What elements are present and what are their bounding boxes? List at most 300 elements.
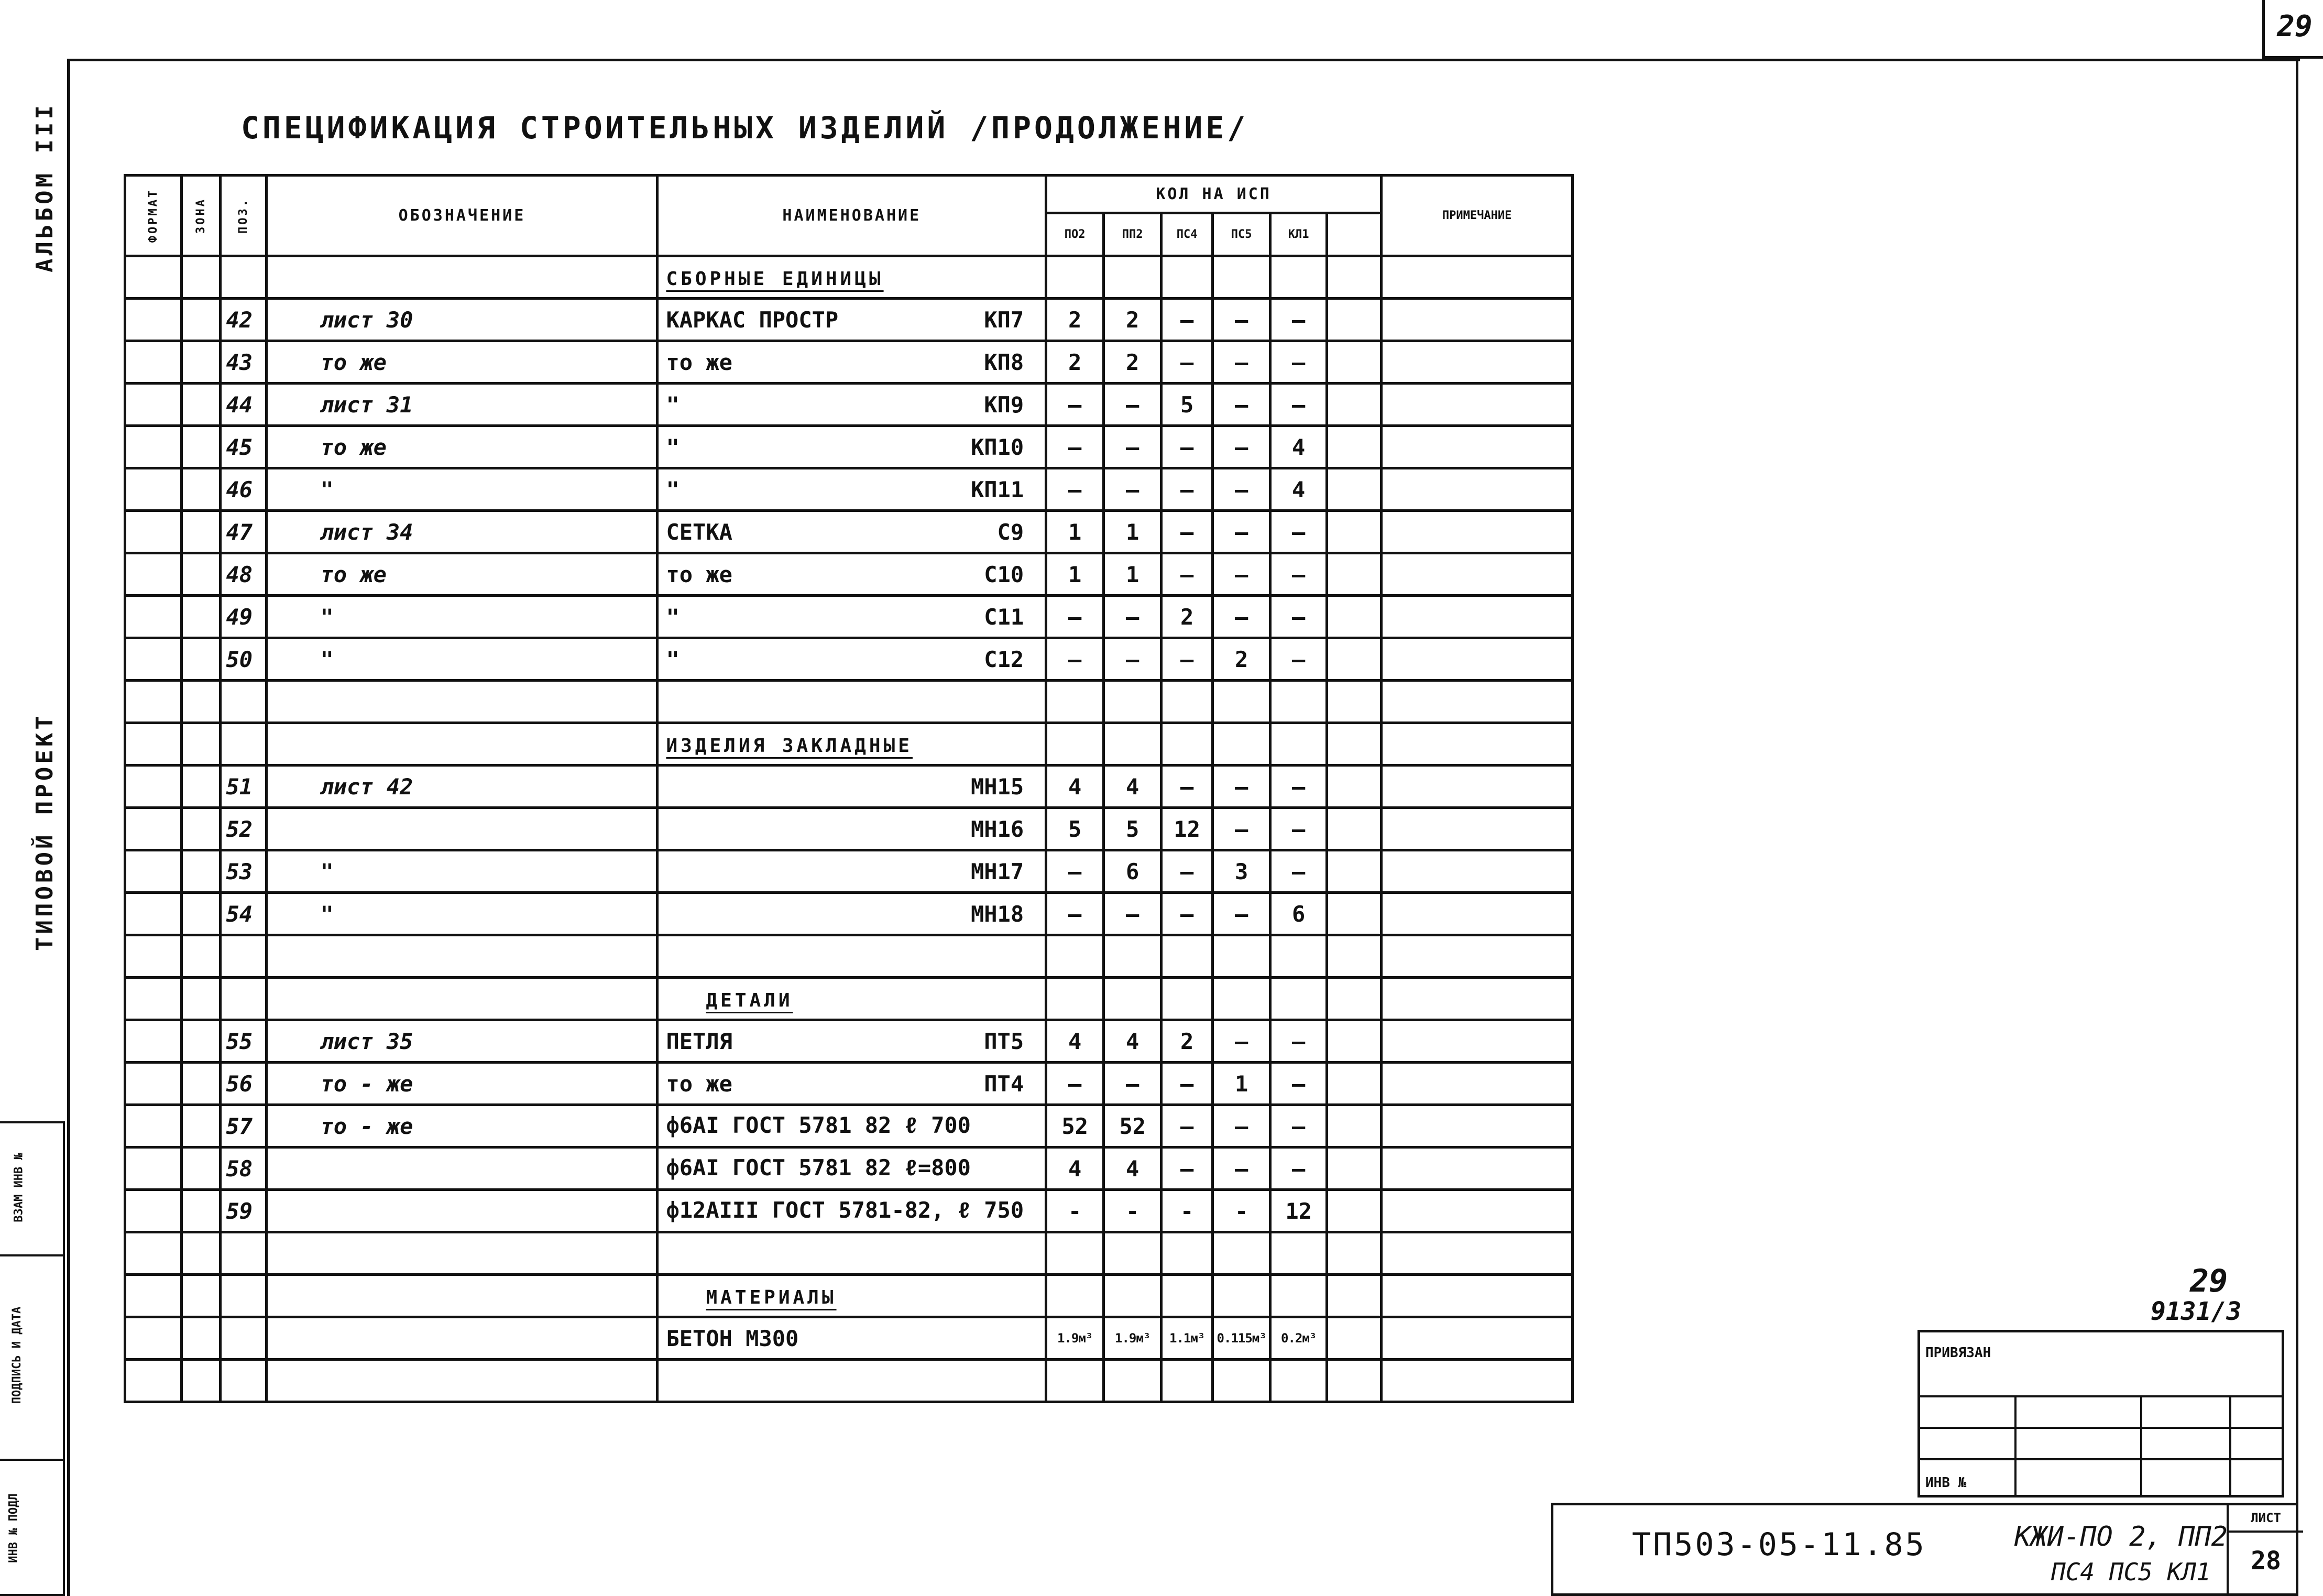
quantity-cell — [1270, 723, 1327, 766]
quantity-cell: — — [1162, 1063, 1213, 1105]
quantity-cell: 5 — [1162, 384, 1213, 426]
name-cell — [658, 850, 1046, 893]
item-mark: КП9 — [984, 391, 1024, 418]
designation-cell — [267, 1190, 658, 1232]
item-name: " — [666, 434, 680, 460]
quantity-cell — [1327, 341, 1382, 384]
header-quantity-group: КОЛ НА ИСП — [1046, 176, 1382, 213]
name-cell — [658, 468, 1046, 511]
name-cell — [658, 1105, 1046, 1147]
designation-cell — [267, 808, 658, 850]
name-wrap — [659, 1326, 1045, 1351]
project-code: ТП503-05-11.85 — [1632, 1526, 1926, 1563]
quantity-cell — [1327, 384, 1382, 426]
designation-cell — [267, 1232, 658, 1275]
zone-cell — [182, 1232, 221, 1275]
sheet-label: ЛИСТ — [2229, 1505, 2303, 1533]
name-wrap — [659, 1029, 1045, 1054]
designation-cell: то же — [267, 426, 658, 468]
name-cell — [658, 299, 1046, 341]
designation-cell: " — [267, 638, 658, 681]
zone-cell — [182, 935, 221, 978]
format-cell — [125, 1063, 182, 1105]
quantity-cell: 52 — [1046, 1105, 1104, 1147]
format-cell — [125, 341, 182, 384]
designation-cell — [267, 978, 658, 1020]
designation-cell: лист 30 — [267, 299, 658, 341]
stamp-divider — [0, 1254, 63, 1256]
name-cell — [658, 893, 1046, 935]
zone-cell — [182, 978, 221, 1020]
header-variant: ПП2 — [1104, 213, 1162, 256]
quantity-cell — [1327, 935, 1382, 978]
quantity-cell: 2 — [1046, 341, 1104, 384]
frame-top-line — [68, 59, 2300, 61]
note-cell — [1382, 511, 1573, 553]
zone-cell — [182, 681, 221, 723]
table-row — [125, 256, 1573, 299]
name-cell — [658, 1190, 1046, 1232]
item-name: " — [666, 646, 680, 672]
corner-page-number: 29 — [2277, 9, 2313, 43]
quantity-cell: 6 — [1270, 893, 1327, 935]
note-cell — [1382, 723, 1573, 766]
zone-cell — [182, 553, 221, 596]
header-variant: ПО2 — [1046, 213, 1104, 256]
stamp-replace-inv: ВЗАМ ИНВ № — [12, 1153, 26, 1222]
quantity-cell: 4 — [1104, 1020, 1162, 1063]
position-cell: 59 — [221, 1190, 267, 1232]
format-cell — [125, 1020, 182, 1063]
item-name: ф6АI ГОСТ 5781 82 ℓ 700 — [666, 1112, 971, 1138]
quantity-cell: — — [1046, 893, 1104, 935]
quantity-cell — [1270, 1360, 1327, 1402]
quantity-cell: — — [1162, 426, 1213, 468]
section-heading: ДЕТАЛИ — [706, 989, 793, 1011]
zone-cell — [182, 341, 221, 384]
quantity-cell: 2 — [1104, 341, 1162, 384]
zone-cell — [182, 468, 221, 511]
section-heading: МАТЕРИАЛЫ — [706, 1286, 837, 1308]
quantity-cell — [1270, 681, 1327, 723]
designation-cell — [267, 256, 658, 299]
quantity-cell — [1327, 850, 1382, 893]
designation-cell: то - же — [267, 1105, 658, 1147]
name-wrap — [659, 307, 1045, 333]
quantity-cell — [1162, 1360, 1213, 1402]
quantity-cell — [1327, 1147, 1382, 1190]
quantity-cell: 2 — [1046, 299, 1104, 341]
drawing-mark-line2: ПС4 ПС5 КЛ1 — [2051, 1558, 2211, 1586]
table-row — [125, 978, 1573, 1020]
tie-divider — [1920, 1427, 2282, 1429]
note-cell — [1382, 468, 1573, 511]
quantity-cell: 4 — [1046, 766, 1104, 808]
quantity-cell: 4 — [1270, 468, 1327, 511]
designation-cell: то же — [267, 341, 658, 384]
name-cell — [658, 638, 1046, 681]
format-cell — [125, 1275, 182, 1317]
quantity-cell — [1162, 978, 1213, 1020]
quantity-cell: — — [1104, 1063, 1162, 1105]
quantity-cell: — — [1213, 1105, 1270, 1147]
name-cell — [658, 1232, 1046, 1275]
sheet-value: 28 — [2251, 1546, 2281, 1576]
format-cell — [125, 384, 182, 426]
item-mark: С12 — [984, 646, 1024, 672]
quantity-cell: — — [1270, 511, 1327, 553]
note-cell — [1382, 1063, 1573, 1105]
quantity-cell: — — [1104, 893, 1162, 935]
quantity-cell — [1162, 256, 1213, 299]
quantity-cell: 5 — [1046, 808, 1104, 850]
quantity-cell: — — [1213, 1147, 1270, 1190]
zone-cell — [182, 511, 221, 553]
tie-in-label: ПРИВЯЗАН — [1925, 1345, 1991, 1361]
position-cell: 49 — [221, 596, 267, 638]
quantity-cell: — — [1046, 1063, 1104, 1105]
note-cell — [1382, 1147, 1573, 1190]
position-cell — [221, 935, 267, 978]
quantity-cell: — — [1046, 426, 1104, 468]
quantity-cell: 5 — [1104, 808, 1162, 850]
position-cell — [221, 723, 267, 766]
designation-cell: то - же — [267, 1063, 658, 1105]
quantity-cell — [1327, 299, 1382, 341]
quantity-cell — [1327, 256, 1382, 299]
item-name: то же — [666, 561, 732, 587]
designation-cell: лист 35 — [267, 1020, 658, 1063]
zone-cell — [182, 1020, 221, 1063]
position-cell: 46 — [221, 468, 267, 511]
quantity-cell: 2 — [1162, 1020, 1213, 1063]
name-cell — [658, 766, 1046, 808]
quantity-cell — [1327, 1020, 1382, 1063]
zone-cell — [182, 299, 221, 341]
item-mark: КП7 — [984, 307, 1024, 333]
quantity-cell — [1270, 978, 1327, 1020]
note-cell — [1382, 426, 1573, 468]
format-cell — [125, 596, 182, 638]
quantity-cell: — — [1213, 426, 1270, 468]
section-heading: ИЗДЕЛИЯ ЗАКЛАДНЫЕ — [666, 735, 913, 757]
position-cell — [221, 1275, 267, 1317]
format-cell — [125, 1147, 182, 1190]
quantity-cell: — — [1213, 893, 1270, 935]
quantity-cell: — — [1270, 850, 1327, 893]
approval-stamp — [0, 1121, 65, 1596]
name-cell — [658, 553, 1046, 596]
quantity-cell: 3 — [1213, 850, 1270, 893]
quantity-cell — [1270, 256, 1327, 299]
item-name: " — [666, 476, 680, 502]
quantity-cell: 4 — [1046, 1020, 1104, 1063]
tie-divider — [2014, 1395, 2017, 1495]
quantity-cell — [1104, 978, 1162, 1020]
tie-divider — [1920, 1458, 2282, 1460]
quantity-cell: 1.1м³ — [1162, 1317, 1213, 1360]
drawing-mark-line1: КЖИ-ПО 2, ПП2 — [2014, 1521, 2228, 1553]
header-position: ПОЗ. — [221, 176, 267, 256]
quantity-cell: — — [1213, 553, 1270, 596]
quantity-cell — [1046, 1232, 1104, 1275]
quantity-cell: — — [1104, 384, 1162, 426]
format-cell — [125, 256, 182, 299]
name-wrap — [659, 349, 1045, 375]
album-label: АЛЬБОМ III — [31, 102, 58, 272]
quantity-cell: — — [1046, 596, 1104, 638]
note-cell — [1382, 596, 1573, 638]
zone-cell — [182, 1275, 221, 1317]
name-cell — [658, 256, 1046, 299]
tie-divider — [2140, 1395, 2142, 1495]
item-mark: МН16 — [970, 816, 1024, 842]
header-variant: КЛ1 — [1270, 213, 1327, 256]
item-name: КАРКАС ПРОСТР — [666, 307, 839, 333]
quantity-cell: 52 — [1104, 1105, 1162, 1147]
quantity-cell: — — [1104, 468, 1162, 511]
designation-cell — [267, 1275, 658, 1317]
position-cell — [221, 1360, 267, 1402]
quantity-cell — [1162, 681, 1213, 723]
position-cell — [221, 256, 267, 299]
quantity-cell: — — [1270, 341, 1327, 384]
item-name: ф6АI ГОСТ 5781 82 ℓ=800 — [666, 1155, 971, 1180]
format-cell — [125, 1360, 182, 1402]
header-name: НАИМЕНОВАНИЕ — [658, 176, 1046, 256]
quantity-cell: 1.9м³ — [1046, 1317, 1104, 1360]
quantity-cell: 0.115м³ — [1213, 1317, 1270, 1360]
format-cell — [125, 511, 182, 553]
note-cell — [1382, 1105, 1573, 1147]
name-wrap — [659, 562, 1045, 587]
quantity-cell: 4 — [1046, 1147, 1104, 1190]
position-cell: 51 — [221, 766, 267, 808]
quantity-cell: — — [1104, 426, 1162, 468]
table-row — [125, 468, 1573, 511]
quantity-cell — [1213, 935, 1270, 978]
note-cell — [1382, 1232, 1573, 1275]
header-format: ФОРМАТ — [125, 176, 182, 256]
format-cell — [125, 638, 182, 681]
designation-cell — [267, 1147, 658, 1190]
zone-cell — [182, 596, 221, 638]
note-cell — [1382, 935, 1573, 978]
name-cell — [658, 426, 1046, 468]
name-cell — [658, 808, 1046, 850]
quantity-cell — [1104, 935, 1162, 978]
quantity-cell — [1327, 1063, 1382, 1105]
item-name: " — [666, 391, 680, 418]
quantity-cell: 4 — [1104, 766, 1162, 808]
name-cell — [658, 1317, 1046, 1360]
quantity-cell — [1270, 935, 1327, 978]
quantity-cell — [1327, 893, 1382, 935]
format-cell — [125, 1317, 182, 1360]
name-wrap — [659, 859, 1045, 884]
name-wrap — [659, 434, 1045, 460]
stamp-inv-original: ИНВ № ПОДЛ — [7, 1493, 20, 1563]
item-mark: КП11 — [970, 476, 1024, 502]
table-row — [125, 299, 1573, 341]
quantity-cell: — — [1213, 468, 1270, 511]
quantity-cell — [1046, 978, 1104, 1020]
frame-right-line — [2296, 59, 2298, 1596]
item-mark: КП10 — [970, 434, 1024, 460]
position-cell: 54 — [221, 893, 267, 935]
item-name: то же — [666, 1070, 732, 1097]
quantity-cell — [1046, 1360, 1104, 1402]
quantity-cell: — — [1270, 808, 1327, 850]
position-cell: 55 — [221, 1020, 267, 1063]
table-row — [125, 1317, 1573, 1360]
table-row — [125, 1147, 1573, 1190]
quantity-cell — [1213, 723, 1270, 766]
note-cell — [1382, 808, 1573, 850]
name-cell — [658, 1020, 1046, 1063]
quantity-cell: — — [1162, 511, 1213, 553]
quantity-cell — [1046, 723, 1104, 766]
tie-divider — [1920, 1395, 2282, 1397]
item-name: ПЕТЛЯ — [666, 1028, 732, 1054]
quantity-cell — [1327, 596, 1382, 638]
format-cell — [125, 468, 182, 511]
designation-cell — [267, 723, 658, 766]
quantity-cell: — — [1270, 299, 1327, 341]
stamp-divider — [0, 1459, 63, 1461]
note-cell — [1382, 553, 1573, 596]
format-cell — [125, 723, 182, 766]
position-cell — [221, 681, 267, 723]
note-cell — [1382, 1275, 1573, 1317]
quantity-cell — [1327, 766, 1382, 808]
format-cell — [125, 299, 182, 341]
position-cell: 45 — [221, 426, 267, 468]
designation-cell — [267, 1360, 658, 1402]
format-cell — [125, 850, 182, 893]
quantity-cell: 12 — [1162, 808, 1213, 850]
item-name: СЕТКА — [666, 519, 732, 545]
quantity-cell: — — [1162, 341, 1213, 384]
quantity-cell — [1327, 426, 1382, 468]
header-variant: ПС5 — [1213, 213, 1270, 256]
table-row — [125, 553, 1573, 596]
note-cell — [1382, 1190, 1573, 1232]
header-zone: ЗОНА — [182, 176, 221, 256]
quantity-cell — [1327, 511, 1382, 553]
name-cell — [658, 1147, 1046, 1190]
quantity-cell — [1162, 1275, 1213, 1317]
position-cell: 53 — [221, 850, 267, 893]
tie-divider — [2229, 1395, 2231, 1495]
name-wrap — [659, 392, 1045, 418]
name-cell — [658, 511, 1046, 553]
name-cell — [658, 1063, 1046, 1105]
table-row — [125, 1105, 1573, 1147]
quantity-cell — [1327, 1105, 1382, 1147]
quantity-cell: — — [1162, 299, 1213, 341]
zone-cell — [182, 850, 221, 893]
quantity-cell: 1 — [1104, 511, 1162, 553]
quantity-cell: — — [1270, 638, 1327, 681]
position-cell: 50 — [221, 638, 267, 681]
name-cell — [658, 341, 1046, 384]
table-row — [125, 426, 1573, 468]
name-wrap — [659, 1197, 1045, 1225]
note-cell — [1382, 638, 1573, 681]
table-row — [125, 1275, 1573, 1317]
quantity-cell — [1270, 1275, 1327, 1317]
quantity-cell — [1162, 723, 1213, 766]
name-cell — [658, 596, 1046, 638]
quantity-cell — [1213, 1360, 1270, 1402]
table-row — [125, 723, 1573, 766]
format-cell — [125, 1105, 182, 1147]
quantity-cell: — — [1213, 808, 1270, 850]
format-cell — [125, 893, 182, 935]
page-title: СПЕЦИФИКАЦИЯ СТРОИТЕЛЬНЫХ ИЗДЕЛИЙ /ПРОДОЛЖЕНИЕ/ — [241, 110, 1249, 146]
quantity-cell: — — [1270, 1147, 1327, 1190]
quantity-cell: — — [1162, 468, 1213, 511]
item-mark: С10 — [984, 561, 1024, 587]
format-cell — [125, 978, 182, 1020]
quantity-cell — [1213, 1232, 1270, 1275]
position-cell — [221, 978, 267, 1020]
zone-cell — [182, 808, 221, 850]
note-cell — [1382, 850, 1573, 893]
position-cell: 58 — [221, 1147, 267, 1190]
quantity-cell: — — [1270, 384, 1327, 426]
zone-cell — [182, 723, 221, 766]
format-cell — [125, 681, 182, 723]
quantity-cell: 1 — [1046, 553, 1104, 596]
note-cell — [1382, 1360, 1573, 1402]
quantity-cell — [1327, 1275, 1382, 1317]
note-cell — [1382, 1020, 1573, 1063]
format-cell — [125, 1232, 182, 1275]
name-wrap — [659, 604, 1045, 630]
position-cell: 43 — [221, 341, 267, 384]
designation-cell: лист 42 — [267, 766, 658, 808]
document-number: 9131/3 — [2151, 1297, 2242, 1326]
name-cell — [658, 384, 1046, 426]
designation-cell: " — [267, 596, 658, 638]
quantity-cell — [1327, 1190, 1382, 1232]
header-designation: ОБОЗНАЧЕНИЕ — [267, 176, 658, 256]
table-row — [125, 384, 1573, 426]
specification-table — [124, 174, 1574, 1403]
quantity-cell: — — [1270, 553, 1327, 596]
sheet-number: 29 — [2190, 1263, 2228, 1299]
quantity-cell — [1327, 553, 1382, 596]
inventory-label: ИНВ № — [1925, 1475, 1967, 1491]
header-note: ПРИМЕЧАНИЕ — [1382, 176, 1573, 256]
quantity-cell: — — [1162, 893, 1213, 935]
zone-cell — [182, 1105, 221, 1147]
format-cell — [125, 808, 182, 850]
name-cell — [658, 1275, 1046, 1317]
name-wrap — [659, 647, 1045, 672]
quantity-cell: — — [1213, 766, 1270, 808]
item-mark: С11 — [984, 604, 1024, 630]
designation-cell: " — [267, 850, 658, 893]
stamp-signature-date: ПОДПИСЬ И ДАТА — [10, 1306, 24, 1404]
quantity-cell: 1 — [1213, 1063, 1270, 1105]
designation-cell — [267, 1317, 658, 1360]
note-cell — [1382, 299, 1573, 341]
quantity-cell — [1327, 1232, 1382, 1275]
table-row — [125, 1063, 1573, 1105]
